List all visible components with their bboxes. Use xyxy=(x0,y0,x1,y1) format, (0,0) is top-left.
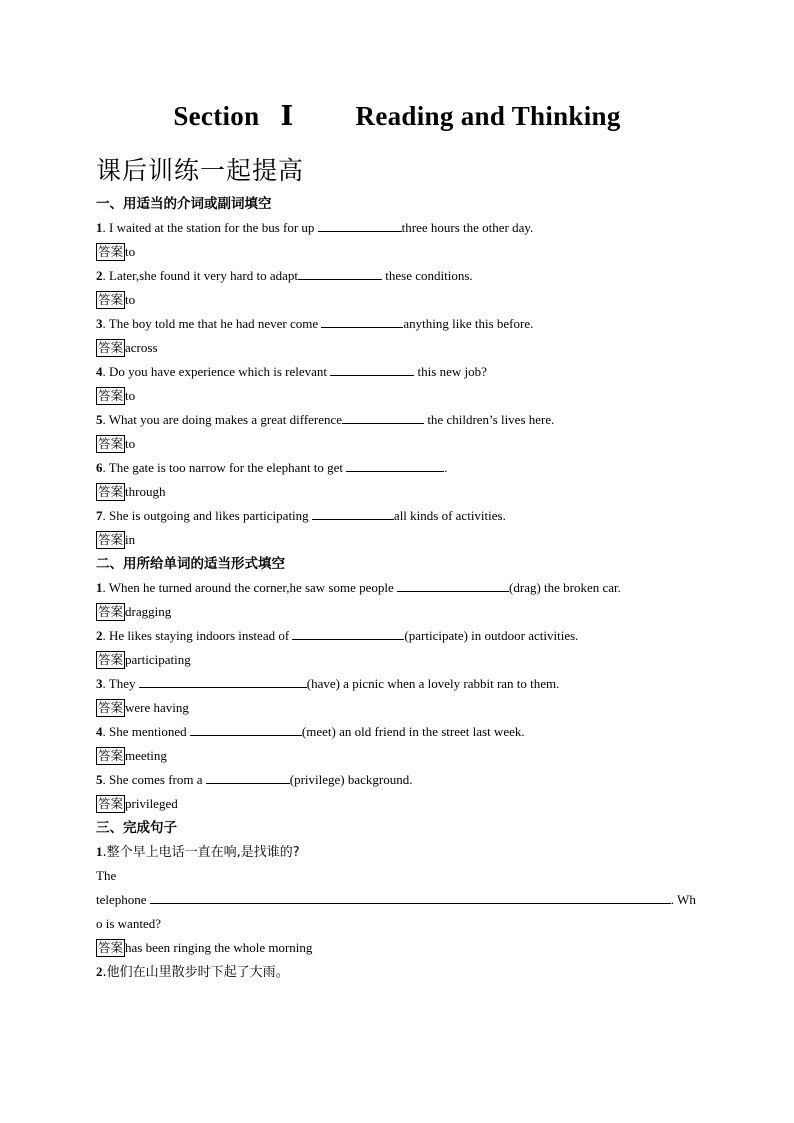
title-name: Reading and Thinking xyxy=(355,101,621,131)
part1-answer-7 xyxy=(96,530,135,550)
part3-answer-1 xyxy=(96,938,312,958)
title-section: Section xyxy=(173,101,260,131)
question-number: 3 xyxy=(96,676,103,691)
part2-question-3 xyxy=(96,674,559,694)
question-text-before: . I waited at the station for the bus for up xyxy=(102,220,318,235)
question-text-after: . xyxy=(444,460,448,475)
part1-answer-5 xyxy=(96,434,135,454)
answer-text: dragging xyxy=(125,604,172,619)
answer-text: to xyxy=(125,244,136,259)
answer-blank xyxy=(206,770,290,784)
part1-answer-3 xyxy=(96,338,158,358)
answer-label: 答案 xyxy=(98,796,124,811)
question-text-after: (meet) an old friend in the street last week. xyxy=(301,724,525,739)
answer-label: 答案 xyxy=(98,244,124,259)
part1-answer-6 xyxy=(96,482,165,502)
answer-blank xyxy=(397,578,509,592)
question-number: 5 xyxy=(96,412,103,427)
question-number: 3 xyxy=(96,316,103,331)
question-text-after: three hours the other day. xyxy=(401,220,534,235)
question-number: 4 xyxy=(96,364,103,379)
question-text-before: . When he turned around the corner,he saw some people xyxy=(102,580,398,595)
part1-question-3 xyxy=(96,314,533,334)
part1-question-6 xyxy=(96,458,448,478)
question-number: 2 xyxy=(96,964,103,979)
answer-label: 答案 xyxy=(98,604,124,619)
part1-question-1 xyxy=(96,218,533,238)
question-text-before: . The gate is too narrow for the elephant to get xyxy=(102,460,347,475)
part1-question-4 xyxy=(96,362,487,382)
question-number: 7 xyxy=(96,508,103,523)
answer-text: meeting xyxy=(125,748,167,763)
answer-blank xyxy=(318,218,402,232)
part3-heading: 三、完成句子 xyxy=(96,820,177,836)
answer-text: participating xyxy=(125,652,191,667)
question-text-after: (have) a picnic when a lovely rabbit ran to them. xyxy=(306,676,560,691)
question-text-after: anything like this before. xyxy=(403,316,534,331)
question-text-before: . They xyxy=(102,676,139,691)
part3-question-2 xyxy=(96,962,289,983)
page-subtitle: 课后训练一起提高 xyxy=(96,156,305,185)
question-text-before: . She mentioned xyxy=(102,724,190,739)
page-title xyxy=(0,101,794,132)
sentence-end: . Wh xyxy=(670,892,696,907)
question-text-before: . She comes from a xyxy=(102,772,206,787)
part1-question-5 xyxy=(96,410,554,430)
question-text-after: this new job? xyxy=(414,364,487,379)
part3-question-1-line1: The xyxy=(96,868,117,883)
answer-blank xyxy=(298,266,382,280)
question-text-before: . Later,she found it very hard to adapt xyxy=(102,268,298,283)
question-number: 1 xyxy=(96,580,103,595)
answer-blank xyxy=(190,722,302,736)
answer-text: through xyxy=(125,484,166,499)
question-text-after: (privilege) background. xyxy=(289,772,413,787)
part2-question-1 xyxy=(96,578,621,598)
question-text-after: the children’s lives here. xyxy=(424,412,555,427)
question-text-after: (participate) in outdoor activities. xyxy=(404,628,579,643)
answer-label: 答案 xyxy=(98,340,124,355)
question-text-before: . The boy told me that he had never come xyxy=(102,316,322,331)
part1-heading: 一、用适当的介词或副词填空 xyxy=(96,196,272,212)
answer-label: 答案 xyxy=(98,388,124,403)
question-text-after: these conditions. xyxy=(382,268,473,283)
question-number: 5 xyxy=(96,772,103,787)
answer-blank xyxy=(139,674,307,688)
answer-text: across xyxy=(125,340,158,355)
title-numeral: Ⅰ xyxy=(280,101,294,131)
answer-text: has been ringing the whole morning xyxy=(125,940,313,955)
answer-blank xyxy=(312,506,394,520)
answer-label: 答案 xyxy=(98,940,124,955)
part1-answer-1 xyxy=(96,242,135,262)
answer-label: 答案 xyxy=(98,532,124,547)
question-text-after: (drag) the broken car. xyxy=(509,580,621,595)
question-number: 6 xyxy=(96,460,103,475)
answer-blank xyxy=(292,626,404,640)
part2-answer-1 xyxy=(96,602,171,622)
part3-question-1-line2 xyxy=(96,890,696,910)
answer-label: 答案 xyxy=(98,484,124,499)
answer-text: in xyxy=(125,532,136,547)
answer-text: were having xyxy=(125,700,189,715)
sentence-start: telephone xyxy=(96,892,150,907)
part2-answer-4 xyxy=(96,746,167,766)
answer-blank xyxy=(321,314,403,328)
answer-blank xyxy=(346,458,444,472)
part1-answer-4 xyxy=(96,386,135,406)
part1-answer-2 xyxy=(96,290,135,310)
part1-question-2 xyxy=(96,266,473,286)
question-number: 1 xyxy=(96,844,103,859)
question-text-before: . He likes staying indoors instead of xyxy=(102,628,293,643)
answer-label: 答案 xyxy=(98,436,124,451)
answer-blank xyxy=(342,410,424,424)
question-chinese-text: .整个早上电话一直在响,是找谁的? xyxy=(102,845,300,860)
part2-answer-5 xyxy=(96,794,178,814)
part2-question-2 xyxy=(96,626,578,646)
question-number: 4 xyxy=(96,724,103,739)
answer-text: to xyxy=(125,436,136,451)
question-text-before: . Do you have experience which is relevant xyxy=(102,364,331,379)
answer-label: 答案 xyxy=(98,292,124,307)
question-text-before: . She is outgoing and likes participating xyxy=(102,508,312,523)
question-text-before: . What you are doing makes a great difference xyxy=(102,412,343,427)
question-number: 2 xyxy=(96,628,103,643)
answer-blank xyxy=(330,362,414,376)
answer-text: to xyxy=(125,292,136,307)
question-number: 2 xyxy=(96,268,103,283)
part3-question-1 xyxy=(96,842,300,863)
answer-text: privileged xyxy=(125,796,178,811)
answer-label: 答案 xyxy=(98,700,124,715)
question-chinese-text: .他们在山里散步时下起了大雨。 xyxy=(102,965,289,980)
part3-question-1-line3: o is wanted? xyxy=(96,916,161,931)
part2-question-4 xyxy=(96,722,525,742)
answer-blank xyxy=(150,890,671,904)
part2-question-5 xyxy=(96,770,413,790)
answer-text: to xyxy=(125,388,136,403)
answer-label: 答案 xyxy=(98,748,124,763)
answer-label: 答案 xyxy=(98,652,124,667)
question-text-after: all kinds of activities. xyxy=(393,508,506,523)
part2-answer-2 xyxy=(96,650,191,670)
part1-question-7 xyxy=(96,506,506,526)
question-number: 1 xyxy=(96,220,103,235)
part2-answer-3 xyxy=(96,698,189,718)
part2-heading: 二、用所给单词的适当形式填空 xyxy=(96,556,285,572)
